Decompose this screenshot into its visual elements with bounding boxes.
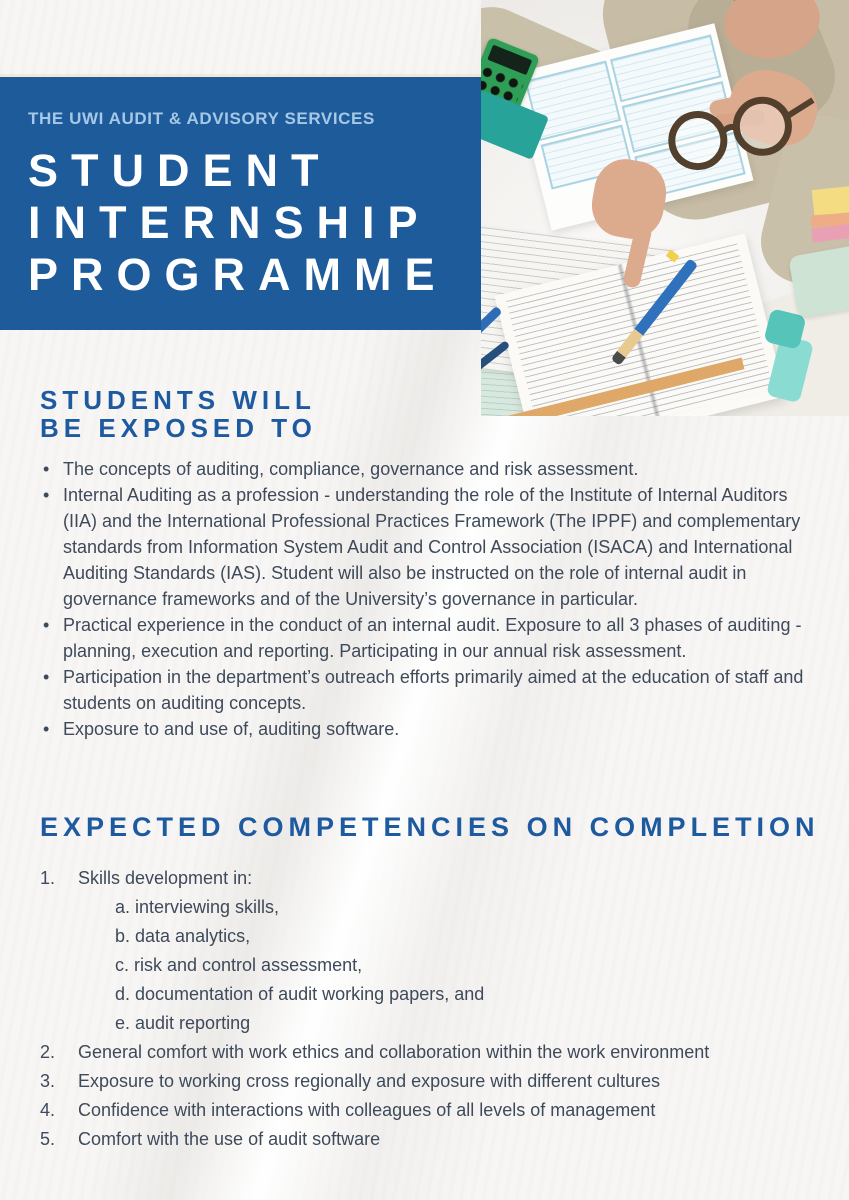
bullet-text: Participation in the department’s outreach efforts primarily aimed at the education of staff and students on auditing concepts. [63, 667, 804, 713]
list-item [40, 456, 818, 482]
hero-photo [481, 0, 849, 416]
bullet-text: The concepts of auditing, compliance, governance and risk assessment. [63, 459, 639, 479]
list-item [40, 716, 818, 742]
heading-line-2: BE EXPOSED TO [40, 413, 317, 443]
list-item [40, 664, 818, 716]
sub-item: c. risk and control assessment, [115, 955, 363, 975]
mint-pencil-case [788, 244, 849, 318]
exposed-bullet-list [40, 456, 818, 742]
list-item [40, 1096, 825, 1125]
section-heading-competencies: EXPECTED COMPETENCIES ON COMPLETION [40, 812, 820, 842]
bullet-dot: • [43, 485, 50, 505]
list-item [40, 1038, 825, 1067]
section-heading-exposed [40, 386, 317, 442]
sticky-note-yellow [812, 186, 849, 216]
page-title [28, 145, 471, 301]
heading-line-1: STUDENTS WILL [40, 385, 316, 415]
title-line-3: PROGRAMME [28, 249, 448, 300]
item-text: Exposure to working cross regionally and exposure with different cultures [78, 1071, 660, 1091]
sub-item: a. interviewing skills, [115, 897, 280, 917]
item-text: Confidence with interactions with colleagues of all levels of management [78, 1100, 656, 1120]
bullet-text: Internal Auditing as a profession - understanding the role of the Institute of Internal Auditors (IIA) and the International Professional Practices Framework (The IPPF) and complementary standards from Information System Audit and Control Association (ISACA) and International Auditing Standards (IAS). Student will also be instructed on the role of internal audit in governance frameworks and of the University’s governance in particular. [63, 485, 801, 609]
list-item [40, 482, 818, 612]
bullet-dot: • [43, 459, 50, 479]
item-number: 5. [40, 1129, 56, 1149]
bullet-text: Practical experience in the conduct of an internal audit. Exposure to all 3 phases of auditing - planning, execution and reporting. Participating in our annual risk assessment. [63, 615, 802, 661]
title-line-2: INTERNSHIP [28, 197, 431, 248]
list-item [40, 1067, 825, 1096]
bullet-dot: • [43, 615, 50, 635]
title-line-1: STUDENT [28, 145, 332, 196]
competencies-list [40, 864, 825, 1154]
item-text: Skills development in: [78, 868, 253, 888]
bullet-text: Exposure to and use of, auditing software. [63, 719, 400, 739]
sub-list [115, 893, 825, 1038]
item-number: 4. [40, 1100, 56, 1120]
sub-item: d. documentation of audit working papers, and [115, 984, 485, 1004]
bullet-dot: • [43, 667, 50, 687]
list-item [40, 612, 818, 664]
header-block [0, 77, 481, 330]
list-item [40, 1125, 825, 1154]
item-number: 3. [40, 1071, 56, 1091]
sub-item: b. data analytics, [115, 926, 251, 946]
organization-name: THE UWI AUDIT & ADVISORY SERVICES [28, 109, 375, 128]
bullet-dot: • [43, 719, 50, 739]
list-item [40, 864, 825, 893]
item-number: 2. [40, 1042, 56, 1062]
item-number: 1. [40, 868, 56, 888]
sub-item: e. audit reporting [115, 1013, 251, 1033]
item-text: General comfort with work ethics and collaboration within the work environment [78, 1042, 710, 1062]
item-text: Comfort with the use of audit software [78, 1129, 381, 1149]
